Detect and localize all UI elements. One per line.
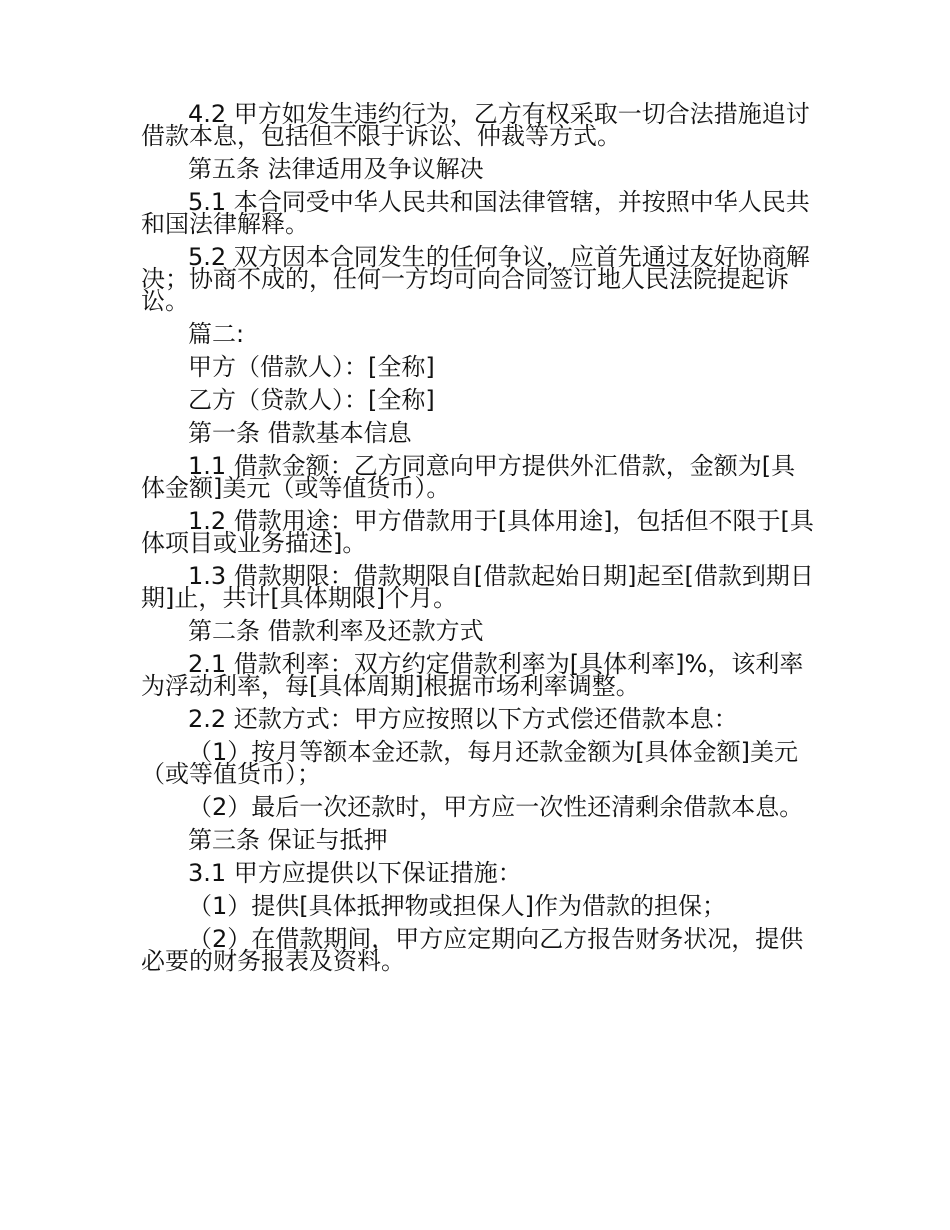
clause-1-2: 1.2 借款用途：甲方借款用于[具体用途]，包括但不限于[具体项目或业务描述]。	[141, 507, 814, 557]
clause-2-1: 2.1 借款利率：双方约定借款利率为[具体利率]%，该利率为浮动利率，每[具体周期]根据市场利率调整。	[141, 650, 804, 700]
section-2-heading: 篇二:	[188, 320, 245, 348]
document-body	[141, 100, 816, 983]
clause-3-1: 3.1 甲方应提供以下保证措施：	[188, 859, 522, 887]
clause-2-2: 2.2 还款方式：甲方应按照以下方式偿还借款本息：	[188, 705, 738, 733]
clause-5-1: 5.1 本合同受中华人民共和国法律管辖，并按照中华人民共和国法律解释。	[141, 188, 810, 238]
clause-2-2-item-2: （2）最后一次还款时，甲方应一次性还清剩余借款本息。	[188, 793, 804, 821]
party-b-line: 乙方（贷款人）：[全称]	[188, 386, 435, 414]
clause-2-2-item-1: （1）按月等额本金还款，每月还款金额为[具体金额]美元（或等值货币）；	[141, 738, 798, 788]
clause-3-1-item-2: （2）在借款期间，甲方应定期向乙方报告财务状况，提供必要的财务报表及资料。	[141, 925, 804, 975]
clause-4-2: 4.2 甲方如发生违约行为，乙方有权采取一切合法措施追讨借款本息，包括但不限于诉讼、仲裁等方式。	[141, 100, 810, 150]
clause-1-3: 1.3 借款期限：借款期限自[借款起始日期]起至[借款到期日期]止，共计[具体期限]个月。	[141, 562, 814, 612]
clause-5-2: 5.2 双方因本合同发生的任何争议，应首先通过友好协商解决；协商不成的，任何一方均可向合同签订地人民法院提起诉讼。	[141, 243, 810, 315]
article-2-heading: 第二条 借款利率及还款方式	[188, 617, 484, 645]
article-5-heading: 第五条 法律适用及争议解决	[188, 155, 484, 183]
clause-1-1: 1.1 借款金额：乙方同意向甲方提供外汇借款，金额为[具体金额]美元（或等值货币）。	[141, 452, 796, 502]
article-3-heading: 第三条 保证与抵押	[188, 826, 388, 854]
article-1-heading: 第一条 借款基本信息	[188, 419, 412, 447]
clause-3-1-item-1: （1）提供[具体抵押物或担保人]作为借款的担保；	[188, 892, 726, 920]
party-a-line: 甲方（借款人）：[全称]	[188, 353, 435, 381]
